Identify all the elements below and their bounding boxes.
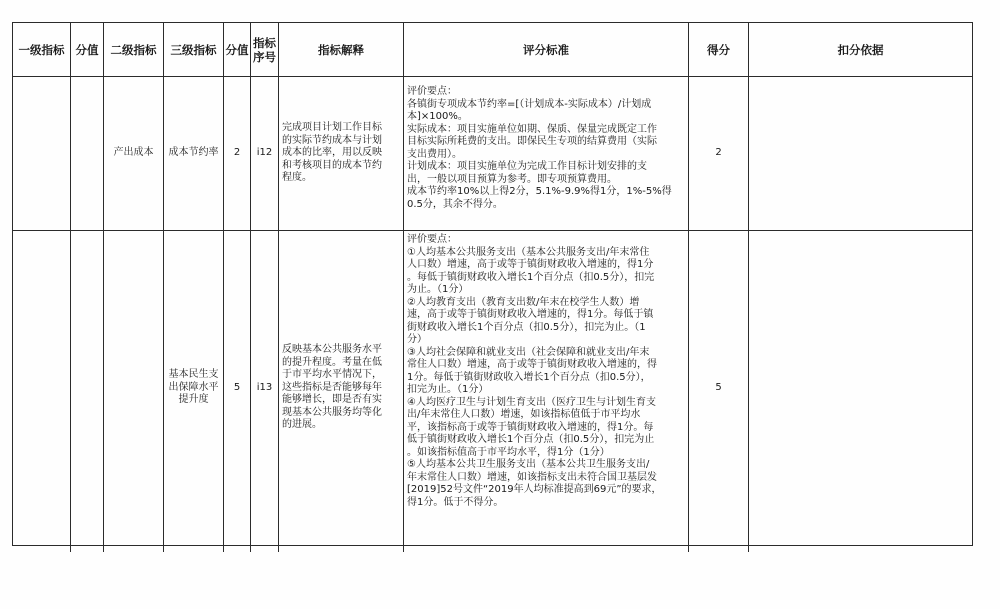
explanation-line: 的提升程度。考量在低 — [282, 356, 382, 368]
cell-level3: 基本民生支出保障水平提升度 — [164, 231, 224, 546]
explanation-line: 程度。 — [282, 172, 312, 184]
standard-line: 常住人口数）增速，高于或等于镇街财政收入增速的，得 — [407, 359, 657, 370]
standard-line: 人口数）增速，高于或等于镇街财政收入增速的，得1分 — [407, 259, 654, 270]
header-basis: 扣分依据 — [749, 23, 973, 77]
header-level3: 三级指标 — [164, 23, 224, 77]
standard-line: 各镇街专项成本节约率=[（计划成本-实际成本）/计划成 — [407, 98, 652, 110]
explanation-line: 成本的比率，用以反映 — [282, 147, 382, 159]
standard-line: 出/年末常住人口数）增速，如该指标值低于市平均水 — [407, 409, 641, 420]
header-score: 分值 — [224, 23, 251, 77]
column-stub — [103, 545, 104, 552]
explanation-line: 的实际节约成本与计划 — [282, 134, 382, 146]
standard-line: 平，该指标高于或等于镇街财政收入增速的，得1分。每 — [407, 421, 654, 433]
column-stub — [278, 545, 279, 552]
column-stub — [748, 545, 749, 552]
standard-line: 低于镇街财政收入增长1个百分点（扣0.5分），扣完为止 — [407, 434, 655, 445]
standard-line: 为止。（1分） — [407, 284, 469, 295]
standard-line: ④人均医疗卫生与计划生育支出（医疗卫生与计划生育支 — [407, 396, 656, 408]
header-level2: 二级指标 — [104, 23, 164, 77]
standard-line: 目标实际所耗费的支出。即保民生专项的结算费用（实际 — [407, 136, 657, 147]
standard-line: 分） — [407, 334, 427, 345]
table-row — [13, 77, 973, 231]
standard-line: 实际成本：项目实施单位如期、保质、保量完成既定工作 — [407, 123, 657, 135]
standard-line: 本]×100%。 — [407, 111, 468, 122]
standard-line: ③人均社会保障和就业支出（社会保障和就业支出/年末 — [407, 346, 650, 358]
cell-basis — [749, 231, 973, 546]
table-row — [13, 231, 973, 546]
standard-line: [2019]52号文件“2019年人均标准提高到69元”的要求， — [407, 484, 662, 495]
cell-explanation — [279, 231, 404, 546]
cell-standard — [404, 77, 689, 231]
standard-line: 扣完为止。（1分） — [407, 384, 489, 395]
header-index: 指标 序号 — [251, 23, 279, 77]
standard-line: 评价要点： — [407, 234, 457, 245]
column-stub — [250, 545, 251, 552]
explanation-line: 的进展。 — [282, 419, 322, 431]
cell-level1-score — [71, 231, 104, 546]
cell-level2: 产出成本 — [104, 77, 164, 231]
standard-line: ①人均基本公共服务支出（基本公共服务支出/年末常住 — [407, 246, 650, 258]
explanation-line: 于市平均水平情况下， — [282, 369, 382, 381]
cell-score: 5 — [224, 231, 251, 546]
explanation-line: 能够增长，即是否有实 — [282, 394, 382, 406]
standard-line: 得1分。低于不得分。 — [407, 496, 504, 508]
cell-score: 2 — [224, 77, 251, 231]
standard-line: ②人均教育支出（教育支出数/年末在校学生人数）增 — [407, 296, 640, 308]
cell-level1 — [13, 231, 71, 546]
explanation-line: 完成项目计划工作目标 — [282, 122, 382, 134]
standard-line: 。每低于镇街财政收入增长1个百分点（扣0.5分），扣完 — [407, 271, 655, 283]
evaluation-table — [12, 22, 973, 546]
standard-line: 支出费用）。 — [407, 148, 462, 160]
cell-basis — [749, 77, 973, 231]
cell-index: i13 — [251, 231, 279, 546]
standard-line: 出，一般以项目预算为参考。即专项预算费用。 — [407, 173, 617, 185]
column-stub — [688, 545, 689, 552]
header-got: 得分 — [689, 23, 749, 77]
cell-got-score: 2 — [689, 77, 749, 231]
explanation-line: 和考核项目的成本节约 — [282, 159, 382, 171]
header-row — [13, 23, 973, 77]
cell-standard — [404, 231, 689, 546]
cell-level1 — [13, 77, 71, 231]
header-explanation: 指标解释 — [279, 23, 404, 77]
standard-line: 评价要点： — [407, 86, 457, 97]
standard-line: 街财政收入增长1个百分点（扣0.5分），扣完为止。（1 — [407, 321, 646, 333]
explanation-line: 这些指标是否能够每年 — [282, 381, 382, 393]
cell-level2 — [104, 231, 164, 546]
standard-line: 速，高于或等于镇街财政收入增速的，得1分。每低于镇 — [407, 309, 654, 320]
cell-level3: 成本节约率 — [164, 77, 224, 231]
cell-level1-score — [71, 77, 104, 231]
standard-line: 计划成本：项目实施单位为完成工作目标计划安排的支 — [407, 161, 647, 172]
column-stub — [70, 545, 71, 552]
standard-line: 0.5分，其余不得分。 — [407, 198, 503, 210]
column-stub — [403, 545, 404, 552]
standard-line: 年末常住人口数）增速，如该指标支出未符合国卫基层发 — [407, 471, 657, 483]
cell-got-score: 5 — [689, 231, 749, 546]
explanation-line: 反映基本公共服务水平 — [282, 344, 382, 356]
explanation-line: 现基本公共服务均等化 — [282, 406, 382, 418]
cell-index: i12 — [251, 77, 279, 231]
header-level1: 一级指标 — [13, 23, 71, 77]
standard-line: 1分。每低于镇街财政收入增长1个百分点（扣0.5分）， — [407, 371, 651, 383]
cell-explanation — [279, 77, 404, 231]
standard-line: ⑤人均基本公共卫生服务支出（基本公共卫生服务支出/ — [407, 459, 650, 470]
standard-line: 成本节约率10%以上得2分，5.1%-9.9%得1分，1%-5%得 — [407, 186, 672, 197]
column-stub — [223, 545, 224, 552]
column-stub — [163, 545, 164, 552]
header-standard: 评分标准 — [404, 23, 689, 77]
standard-line: 。如该指标值高于市平均水平，得1分（1分） — [407, 446, 610, 458]
header-level1-score: 分值 — [71, 23, 104, 77]
